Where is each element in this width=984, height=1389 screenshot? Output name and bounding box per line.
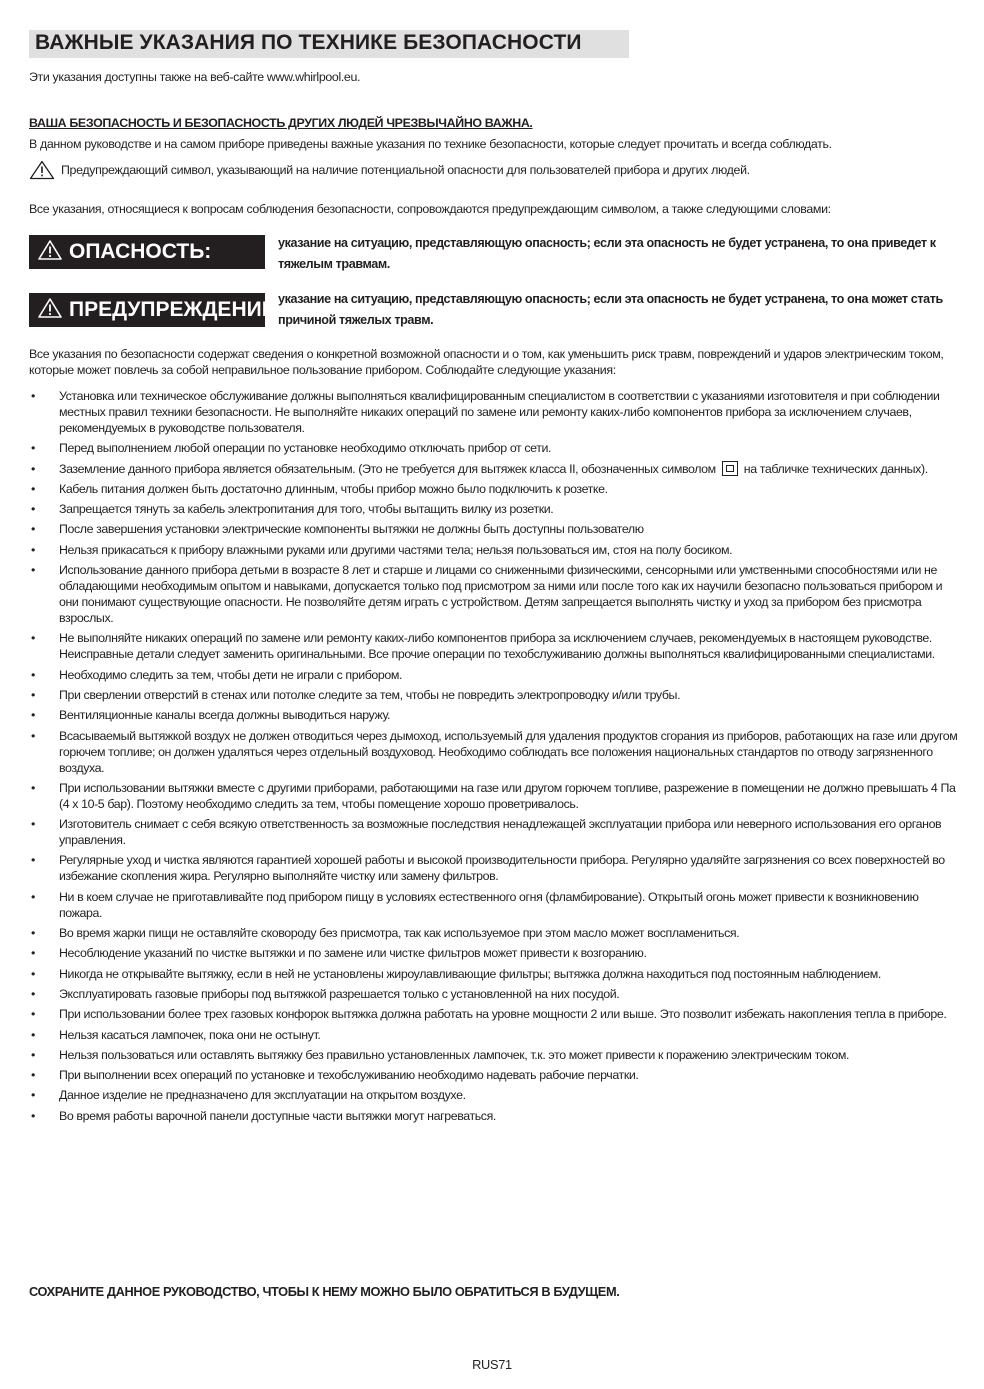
signal-words-intro: Все указания, относящиеся к вопросам соблюдения безопасности, сопровождаются предупреждающим символом, а также следующими словами: [29,202,831,216]
list-item: • При выполнении всех операций по установке и техобслуживанию необходимо надевать рабочие перчатки. [31,1068,639,1083]
danger-label-box [29,235,265,269]
list-item: • Данное изделие не предназначено для эксплуатации на открытом воздухе. [31,1088,466,1103]
manual-note: В данном руководстве и на самом приборе приведены важные указания по технике безопасности, которые следует прочитать и всегда соблюдать. [29,137,832,151]
list-item: • Кабель питания должен быть достаточно длинным, чтобы прибор можно было подключить к розетке. [31,481,608,496]
list-item: • Перед выполнением любой операции по установке необходимо отключать прибор от сети. [31,441,552,456]
list-item: • Во время работы варочной панели доступные части вытяжки могут нагреваться. [31,1108,496,1123]
list-item: • Необходимо следить за тем, чтобы дети не играли с прибором. [31,667,403,682]
danger-triangle-icon [37,239,63,266]
list-item: • Никогда не открывайте вытяжку, если в ней не установлены жироулавливающие фильтры; вытяжка должна находиться под постоянным наблюдением. [31,966,881,981]
list-item: • При использовании более трех газовых конфорок вытяжка должна работать на уровне мощности 2 или выше. Это позволит избежать накопления тепла в приборе. [31,1007,947,1022]
list-item: • Использование данного прибора детьми в возрасте 8 лет и старше и лицами со сниженными физическими, сенсорными или умственными способностями или не обладающими необходимым опытом и навыками, допускается только под присмотром за ними или после того как их научили безопасно пользоваться прибором и они понимают существующие опасности. Не позволяйте детям играть с устройством. Детям запрещается выполнять чистку и уход за прибором без присмотра взрослых. [31,563,943,626]
list-item: • Регулярные уход и чистка являются гарантией хорошей работы и высокой производительности прибора. Регулярно удаляйте загрязнения со всех поверхностей во избежание скопления жира. Регулярно выполняйте чистку или замену фильтров. [31,853,945,884]
page-number: RUS71 [472,1357,512,1372]
danger-description: указание на ситуацию, представляющую опасность; если эта опасность не будет устранена, то она приведет к тяжелым травмам. [278,236,936,271]
list-item: • Вентиляционные каналы всегда должны выводиться наружу. [31,708,391,723]
instruction-list [29,388,959,1128]
class-ii-symbol-icon [722,461,738,476]
general-info: Все указания по безопасности содержат сведения о конкретной возможной опасности и о том, как уменьшить риск травм, повреждений и ударов электрическим током, которые может повлечь за собой неправильное пользование прибором. Соблюдайте следующие указания: [29,347,944,377]
warning-label-box [29,293,283,327]
list-item: • Всасываемый вытяжкой воздух не должен отводиться через дымоход, используемый для удаления продуктов сгорания из приборов, работающих на газе или другом горючем топливе; он должен удаляться через отдельный воздуховод. Необходимо соблюдать все положения национальных стандартов по отводу загрязненного воздуха. [31,728,958,775]
page-title: ВАЖНЫЕ УКАЗАНИЯ ПО ТЕХНИКЕ БЕЗОПАСНОСТИ [35,31,582,54]
list-item: • При использовании вытяжки вместе с другими приборами, работающими на газе или другом горючем топливе, разрежение в помещении не должно превышать 4 Па (4 x 10-5 бар). Поэтому необходимо следить за тем, чтобы помещение хорошо проветривалось. [31,780,956,811]
list-item: • Установка или техническое обслуживание должны выполняться квалифицированным специалистом в соответствии с указаниями изготовителя и при соблюдении местных правил техники безопасности. Не выполняйте никаких операций по замене или ремонту каких-либо компонентов прибора за исключением случаев, рекомендуемых в руководстве пользователя. [31,389,940,435]
list-item: • Не выполняйте никаких операций по замене или ремонту каких-либо компонентов прибора за исключением случаев, рекомендуемых в настоящем руководстве. Неисправные детали следует заменить оригинальными. Все прочие операции по техобслуживанию должны выполняться квалифицированными специалистами. [31,631,935,662]
warning-label: ПРЕДУПРЕЖДЕНИЕ: [69,298,283,321]
list-item: • Нельзя пользоваться или оставлять вытяжку без правильно установленных лампочек, т.к. это может привести к поражению электрическим током. [31,1047,850,1062]
warning-symbol-text: Предупреждающий символ, указывающий на наличие потенциальной опасности для пользователей прибора и других людей. [61,163,750,177]
warning-box-triangle-icon [37,297,63,324]
warning-symbol-line [29,160,959,180]
list-item: • После завершения установки электрические компоненты вытяжки не должны быть доступны пользователю [31,522,644,537]
warning-triangle-icon [29,160,55,180]
list-item-grounding: • Заземление данного прибора является обязательным. (Это не требуется для вытяжек класса II, обозначенных символом на табличке технических данных). [31,461,928,476]
danger-label: ОПАСНОСТЬ: [69,240,212,263]
list-item: • Запрещается тянуть за кабель электропитания для того, чтобы вытащить вилку из розетки. [31,502,554,517]
safety-heading: ВАША БЕЗОПАСНОСТЬ И БЕЗОПАСНОСТЬ ДРУГИХ ЛЮДЕЙ ЧРЕЗВЫЧАЙНО ВАЖНА. [29,116,533,130]
list-item: • Нельзя касаться лампочек, пока они не остынут. [31,1027,321,1042]
list-item: • Ни в коем случае не приготавливайте под прибором пищу в условиях естественного огня (фламбирование). Открытый огонь может привести к возникновению пожара. [31,889,919,920]
list-item: • Эксплуатировать газовые приборы под вытяжкой разрешается только с установленной на них посудой. [31,986,620,1001]
warning-description: указание на ситуацию, представляющую опасность; если эта опасность не будет устранена, то она может стать причиной тяжелых травм. [278,292,943,327]
list-item: • При сверлении отверстий в стенах или потолке следите за тем, чтобы не повредить электропроводку и/или трубы. [31,687,681,702]
list-item: • Несоблюдение указаний по чистке вытяжки и по замене или чистке фильтров может привести к возгоранию. [31,946,647,961]
final-note: СОХРАНИТЕ ДАННОЕ РУКОВОДСТВО, ЧТОБЫ К НЕМУ МОЖНО БЫЛО ОБРАТИТЬСЯ В БУДУЩЕМ. [29,1284,620,1299]
intro-text: Эти указания доступны также на веб-сайте www.whirlpool.eu. [29,70,361,84]
list-item: • Нельзя прикасаться к прибору влажными руками или другими частями тела; нельзя пользоваться им, стоя на полу босиком. [31,542,733,557]
list-item: • Изготовитель снимает с себя всякую ответственность за возможные последствия ненадлежащей эксплуатации прибора или неверного использования его органов управления. [31,817,942,848]
list-item: • Во время жарки пищи не оставляйте сковороду без присмотра, так как используемое при этом масло может воспламениться. [31,926,740,941]
